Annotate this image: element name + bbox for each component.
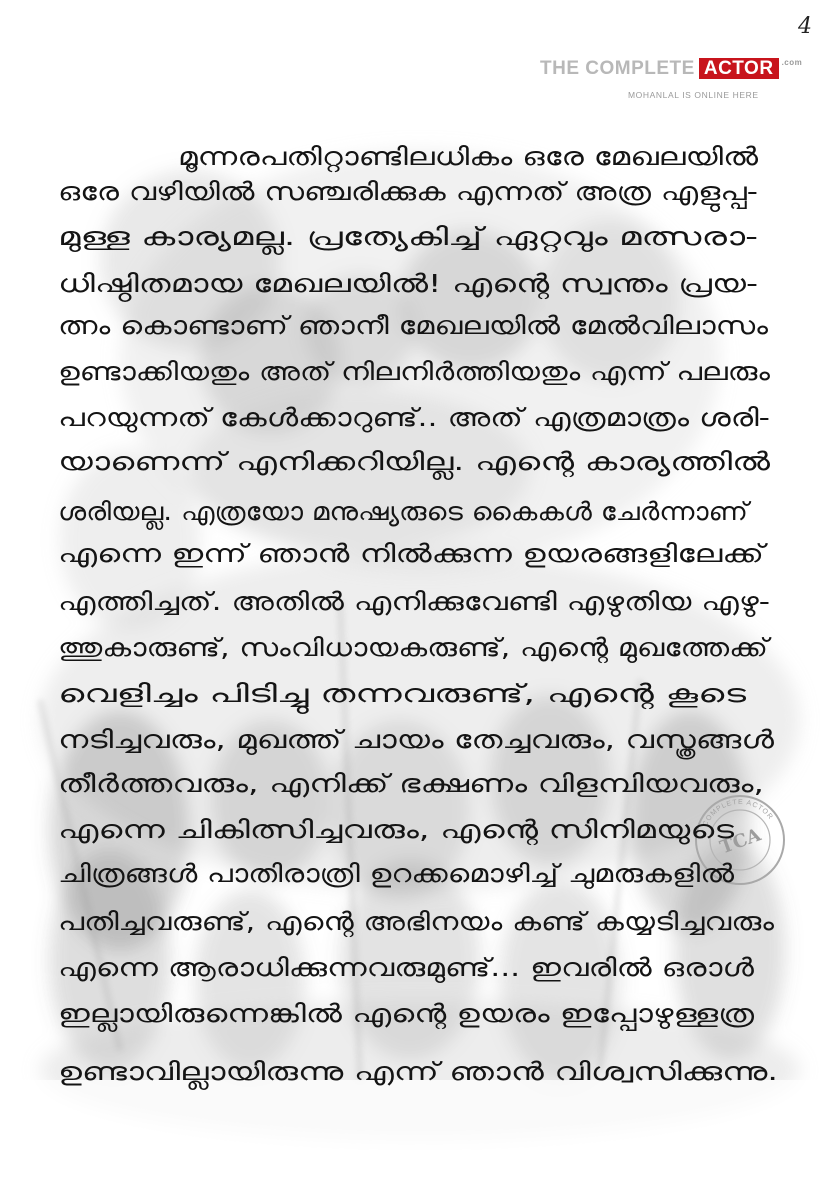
letter-line: ശരിയല്ല. എത്രയോ മനുഷ്യരുടെ കൈകൾ ചേർന്നാണ് [58, 497, 677, 526]
letter-line: യാണെന്ന് എനിക്കറിയില്ല. എന്റെ കാര്യത്തിൽ [58, 447, 582, 476]
letter-line: ഇല്ലായിരുന്നെങ്കിൽ എന്റെ ഉയരം ഇപ്പോഴുള്ളത്ര [58, 999, 597, 1028]
letter-line: ഉണ്ടാവില്ലായിരുന്നു എന്ന് ഞാൻ വിശ്വസിക്കുന്നു. [58, 1057, 600, 1086]
letter-line: ത്തുകാരുണ്ട്, സംവിധായകരുണ്ട്, എന്റെ മുഖത്തേക്ക് [58, 633, 645, 662]
letter-line: പറയുന്നത് കേൾക്കാറുണ്ട്.. അത് എത്രമാത്രം ശരി- [58, 403, 626, 432]
svg-text:COMPLETE ACTOR: COMPLETE ACTOR [701, 798, 775, 828]
letter-line: എന്നെ ആരാധിക്കുന്നവരുമുണ്ട്... ഇവരിൽ ഒരാൾ [58, 953, 612, 982]
letter-line: നടിച്ചവരും, മുഖത്ത് ചായം തേച്ചവരും, വസ്ത്രങ്ങൾ [58, 725, 608, 754]
letter-line: എന്നെ ചികിത്സിച്ചവരും, എന്റെ സിനിമയുടെ [58, 815, 562, 844]
letter-line: ഉണ്ടാക്കിയതും അത് നിലനിർത്തിയതും എന്ന് പലരും [58, 357, 771, 386]
letter-line: തീർത്തവരും, എനിക്ക് ഭക്ഷണം വിളമ്പിയവരും, [58, 769, 764, 798]
svg-text:TCA: TCA [717, 824, 764, 859]
letter-line: എത്തിച്ചത്. അതിൽ എനിക്കുവേണ്ടി എഴുതിയ എഴു- [58, 587, 629, 616]
letter-line: ധിഷ്ഠിതമായ മേഖലയിൽ! എന്റെ സ്വന്തം പ്രയ- [58, 269, 583, 298]
letter-line: ഒരേ വഴിയിൽ സഞ്ചരിക്കുക എന്നത് അത്ര എളുപ്പ- [58, 177, 623, 206]
letter-line: ത്നം കൊണ്ടാണ് ഞാനീ മേഖലയിൽ മേൽവിലാസം [58, 311, 769, 340]
letter-line: ചിത്രങ്ങൾ പാതിരാത്രി ഉറക്കമൊഴിച്ച് ചുമരുകളിൽ [58, 859, 616, 888]
page-number: 4 [798, 14, 812, 39]
logo-highlight: ACTOR [699, 58, 779, 79]
letter-line: പതിച്ചവരുണ്ട്, എന്റെ അഭിനയം കണ്ട് കയ്യടിച്ചവരും [58, 907, 645, 936]
letter-line: മുള്ള കാര്യമല്ല. പ്രത്യേകിച്ച് ഏറ്റവും മത്സരാ- [58, 222, 548, 251]
logo-suffix: .com [781, 58, 803, 67]
logo-prefix: THE COMPLETE [540, 58, 695, 79]
letter-line: എന്നെ ഇന്ന് ഞാൻ നിൽക്കുന്ന ഉയരങ്ങളിലേക്ക് [58, 539, 769, 568]
logo-tagline: MOHANLAL IS ONLINE HERE [628, 90, 759, 100]
letter-line: വെളിച്ചം പിടിച്ചു തന്നവരുണ്ട്, എന്റെ കൂടെ [58, 679, 526, 708]
letter-line: മൂന്നരപതിറ്റാണ്ടിലധികം ഒരേ മേഖലയിൽ [178, 142, 641, 171]
